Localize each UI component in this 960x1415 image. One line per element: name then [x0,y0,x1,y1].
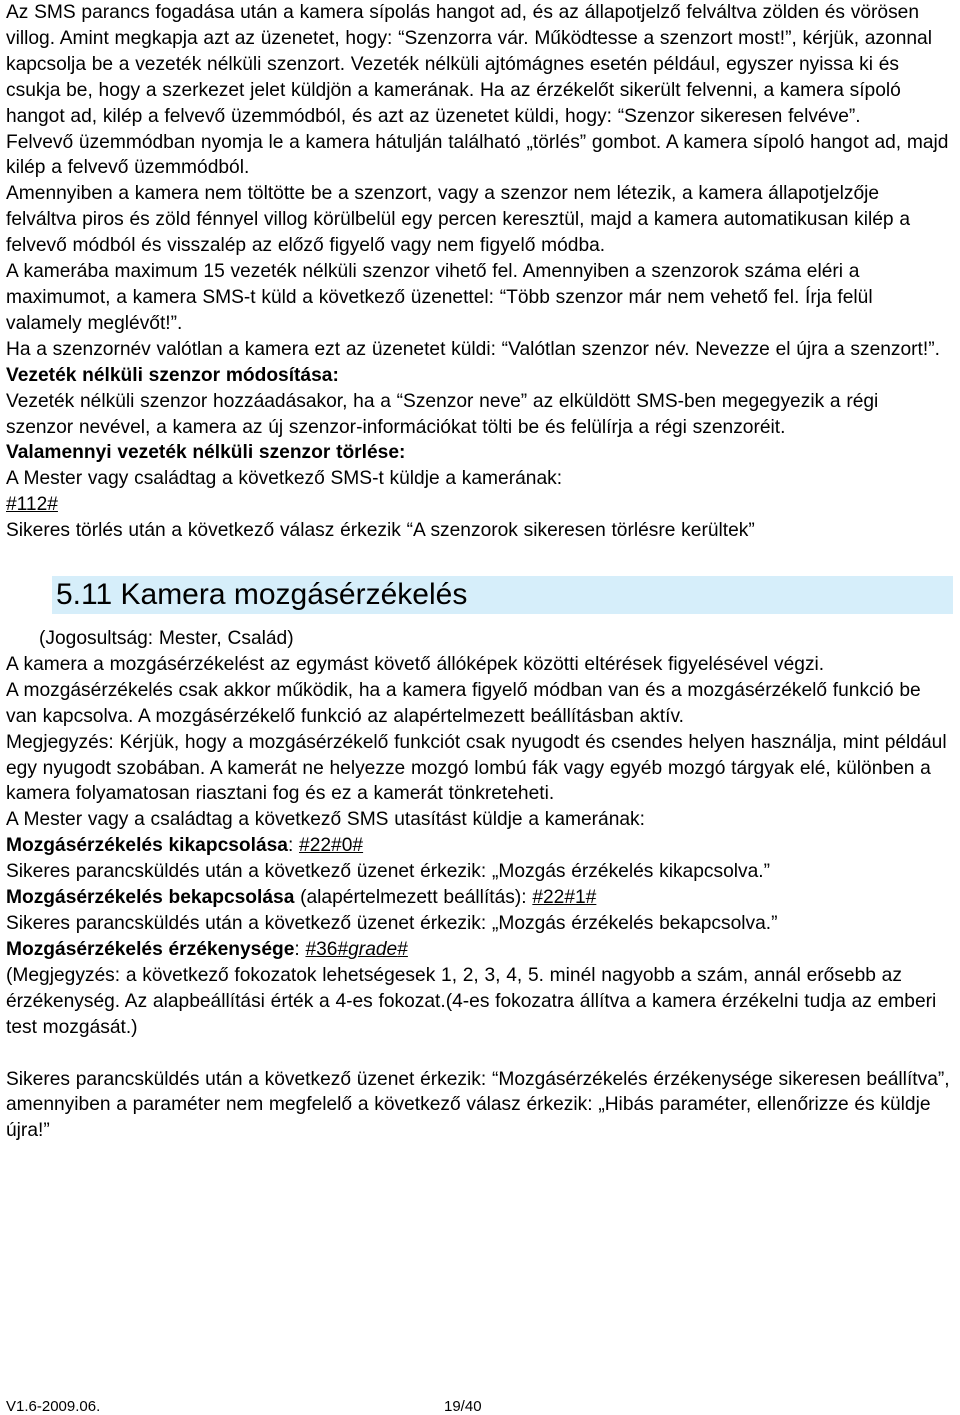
command-suffix-on: (alapértelmezett beállítás): [294,887,533,909]
paragraph-motion-sms: A Mester vagy a családtag a következő SMS utasítást küldje a kamerának: [6,809,645,831]
reply-sensitivity: Sikeres parancsküldés után a következő üzenet érkezik: “Mozgásérzékelés érzékenysége sikeresen beállítva”, amennyiben a paraméter nem megfelelő a következő válasz érkezik: „Hibás paraméter, ellenőrizze és küldje újra!” [6,1068,950,1142]
paragraph-sensor-pairing: Az SMS parancs fogadása után a kamera sípolás hangot ad, és az állapotjelző felváltva zölden és vörösen villog. Amint megkapja azt az üzenetet, hogy: “Szenzorra vár. Működtesse a szenzort most!”, kérjük, azonnal kapcsolja be a vezeték nélküli szenzort. Vezeték nélküli ajtómágnes esetén például, egyszer nyissa ki és csukja be, hogy a szerkezet jelet küldjön a kamerának. Ha az érzékelőt sikerült felvenni, a kamera sípoló hangot ad, kilép a felvevő üzemmódból, és azt az üzenetet küldi, hogy: “Szenzor sikeresen felvéve”. [6,2,932,127]
sms-code-sensitivity-prefix: #36# [305,938,349,960]
sms-code-delete: #112# [6,494,58,516]
paragraph-delete-reply: Sikeres törlés után a következő válasz érkezik “A szenzorok sikeresen törlésre kerültek” [6,520,755,542]
sms-code-sensitivity [305,939,407,960]
paragraph-sensor-not-loaded: Amennyiben a kamera nem töltötte be a szenzort, vagy a szenzor nem létezik, a kamera állapotjelzője felváltva piros és zöld fénnyel villog körülbelül egy percen keresztül, majd a kamera automatikusan kilép a felvevő módból és visszalép az előző figyelő vagy nem figyelő módba. [6,183,911,257]
subheading-delete-sensors: Valamennyi vezeték nélküli szenzor törlése: [6,442,406,464]
command-motion-sensitivity: Mozgásérzékelés érzékenysége: #36#grade# [6,938,408,960]
sms-code-on: #22#1# [532,887,597,909]
paragraph-motion-intro: A kamera a mozgásérzékelést az egymást követő állóképek közötti eltérések figyelésével végzi. [6,653,825,675]
subheading-modify-sensor: Vezeték nélküli szenzor módosítása: [6,364,339,386]
command-motion-off: Mozgásérzékelés kikapcsolása: #22#0# [6,835,364,857]
sms-code-sensitivity-param: grade [348,938,398,960]
page-footer [6,1399,951,1415]
paragraph-sensitivity-note: (Megjegyzés: a következő fokozatok lehetségesek 1, 2, 3, 4, 5. minél nagyobb a szám, annál erősebb az érzékenység. Az alapbeállítási érték a 4-es fokozat.(4-es fokozatra állítva a kamera érzékelni tudja az emberi test mozgását.) [6,964,937,1038]
command-label-on: Mozgásérzékelés bekapcsolása [6,887,295,909]
reply-motion-off: Sikeres parancsküldés után a következő üzenet érkezik: „Mozgás érzékelés kikapcsolva.” [6,861,770,883]
paragraph-motion-note: Megjegyzés: Kérjük, hogy a mozgásérzékelő funkciót csak nyugodt és csendes helyen használja, mint például egy nyugodt szobában. A kamerát ne helyezze mozgó lombú fák vagy egyéb mozgó tárgyak elé, különben a kamera folyamatosan riasztani fog és ez a kamerát tönkreteheti. [6,731,947,805]
section-heading: 5.11 Kamera mozgásérzékelés [52,576,953,614]
paragraph-delete-instruction: A Mester vagy családtag a következő SMS-t küldje a kamerának: [6,468,563,490]
sms-code-sensitivity-suffix: # [397,938,408,960]
page-number: 19/40 [444,1398,482,1415]
reply-motion-on: Sikeres parancsküldés után a következő üzenet érkezik: „Mozgás érzékelés bekapcsolva.” [6,913,778,934]
sms-code-off: #22#0# [299,835,364,857]
spacer [6,1041,951,1067]
document-page [6,0,951,1144]
command-motion-on [6,885,951,911]
document-version: V1.6-2009.06. [6,1398,101,1415]
paragraph-modify-sensor: Vezeték nélküli szenzor hozzáadásakor, ha a “Szenzor neve” az elküldött SMS-ben megegyezik a régi szenzor nevével, a kamera az új szenzor-információkat tölti be és felülírja a régi szenzoréit. [6,390,879,438]
paragraph-sensor-limit: A kamerába maximum 15 vezeték nélküli szenzor vihető fel. Amennyiben a szenzorok száma eléri a maximumot, a kamera SMS-t küld a következő üzenettel: “Több szenzor már nem vehető fel. Írja felül valamely meglévőt!”. [6,261,873,334]
permission-note: (Jogosultság: Mester, Család) [39,628,294,650]
command-label-off: Mozgásérzékelés kikapcsolása [6,835,288,857]
paragraph-invalid-name: Ha a szenzornév valótlan a kamera ezt az üzenetet küldi: “Valótlan szenzor név. Nevezze el újra a szenzort!”. [6,338,940,360]
command-label-sensitivity: Mozgásérzékelés érzékenysége [6,938,295,960]
paragraph-delete-button: Felvevő üzemmódban nyomja le a kamera hátulján található „törlés” gombot. A kamera sípoló hangot ad, majd kilép a felvevő üzemmódból. [6,131,949,179]
paragraph-motion-condition: A mozgásérzékelés csak akkor működik, ha a kamera figyelő módban van és a mozgásérzékelő funkció be van kapcsolva. A mozgásérzékelő funkció az alapértelmezett beállításban aktív. [6,679,921,727]
